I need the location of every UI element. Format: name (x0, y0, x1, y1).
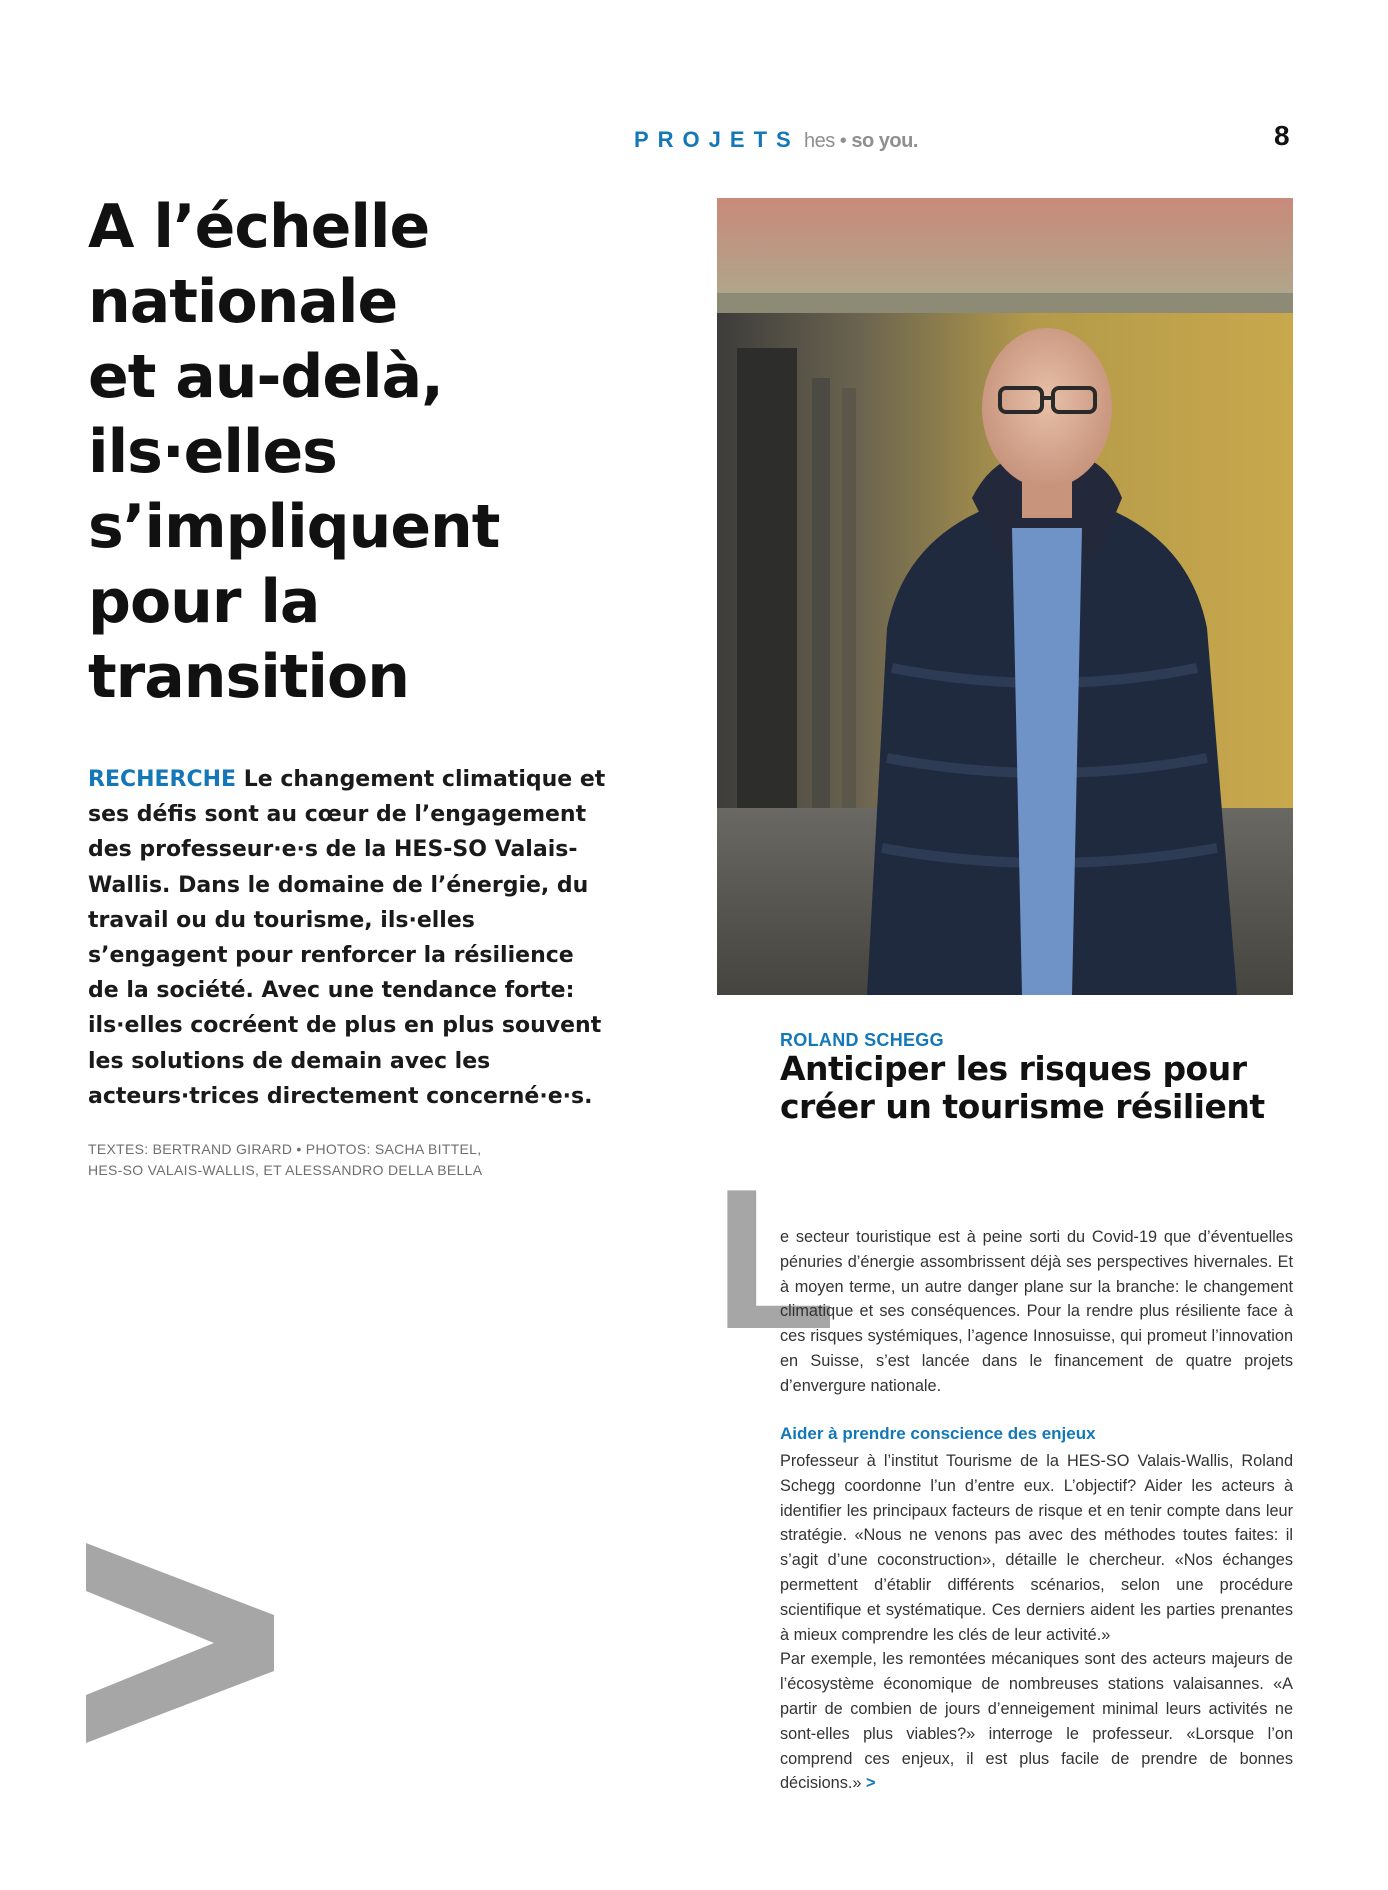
page-number: 8 (1274, 120, 1290, 151)
credits (88, 1139, 568, 1181)
title-line: transition (88, 642, 409, 712)
drop-cap: L (714, 1148, 837, 1371)
lead-paragraph (88, 762, 608, 1114)
body-paragraph: e secteur touristique est à peine sorti du Covid-19 que d’éventuelles pénuries d’énergie assombrissent déjà ses perspectives hivernales. Et à moyen terme, un autre danger plane sur la branche: le changement climatique et ses conséquences. Pour la rendre plus résiliente face à ces risques systémiques, l’agence Innosuisse, qui promeut l’innovation en Suisse, s’est lancée dans le financement de quatre projets d’envergure nationale. (780, 1228, 1293, 1395)
paragraph-text: Professeur à l’institut Tourisme de la HES-SO Valais-Wallis, Roland Schegg coordonne l’un d’entre eux. L’objectif? Aider les acteurs à identifier les principaux facteurs de risque et en tenir compte dans leur stratégie. «Nous ne venons pas avec des méthodes toutes faites: il s’agit d’une coconstruction», détaille le chercheur. «Nos échanges permettent d’établir différents scénarios, selon une procédure scientifique et systématique. Ces derniers aident les parties prenantes à mieux comprendre les clés de leur activité.» (780, 1452, 1293, 1644)
person-name: ROLAND SCHEGG (780, 1030, 944, 1050)
article-title-line: Anticiper les risques pour (780, 1049, 1247, 1088)
page-title (88, 190, 608, 715)
credits-line: TEXTES: BERTRAND GIRARD • PHOTOS: SACHA BITTEL, (88, 1141, 482, 1157)
article-title (780, 1050, 1300, 1126)
portrait-photo (717, 198, 1293, 995)
title-line: ils·elles (88, 417, 337, 487)
section-label: PROJETS (634, 127, 800, 152)
chevron-right-icon (86, 1543, 274, 1743)
title-line: et au-delà, (88, 342, 443, 412)
logo-part-so-you: so you. (851, 130, 918, 152)
title-line: nationale (88, 267, 398, 337)
article-subheading: Aider à prendre conscience des enjeux (780, 1424, 1096, 1443)
title-line: pour la (88, 567, 320, 637)
publication-logo (804, 130, 918, 153)
lead-text: Le changement climatique et ses défis sont au cœur de l’engagement des professeur·e·s de la HES-SO Valais-Wallis. Dans le domaine de l’énergie, du travail ou du tourisme, ils·elles s’engagent pour renforcer la résilience de la société. Avec une tendance forte: ils·elles cocréent de plus en plus souvent les solutions de demain avec les acteurs·trices directement concerné·e·s. (88, 767, 606, 1109)
lead-kicker: RECHERCHE (88, 767, 237, 792)
title-line: A l’échelle (88, 192, 430, 262)
paragraph-text: Par exemple, les remontées mécaniques sont des acteurs majeurs de l’écosystème économique de nombreuses stations valaisannes. «A partir de combien de jours d’enneigement minimal leurs activités ne sont-elles plus viables?» interroge le professeur. «Lorsque l’on comprend ces enjeux, il est plus facile de prendre de bonnes décisions.» (780, 1650, 1293, 1793)
logo-dot: • (834, 130, 852, 152)
logo-part-hes: hes (804, 130, 835, 152)
article-title-line: créer un tourisme résilient (780, 1087, 1265, 1126)
credits-line: HES-SO VALAIS-WALLIS, ET ALESSANDRO DELLA BELLA (88, 1162, 483, 1178)
title-line: s’impliquent (88, 492, 500, 562)
continue-arrow: > (861, 1774, 876, 1793)
body-paragraph (780, 1449, 1293, 1796)
